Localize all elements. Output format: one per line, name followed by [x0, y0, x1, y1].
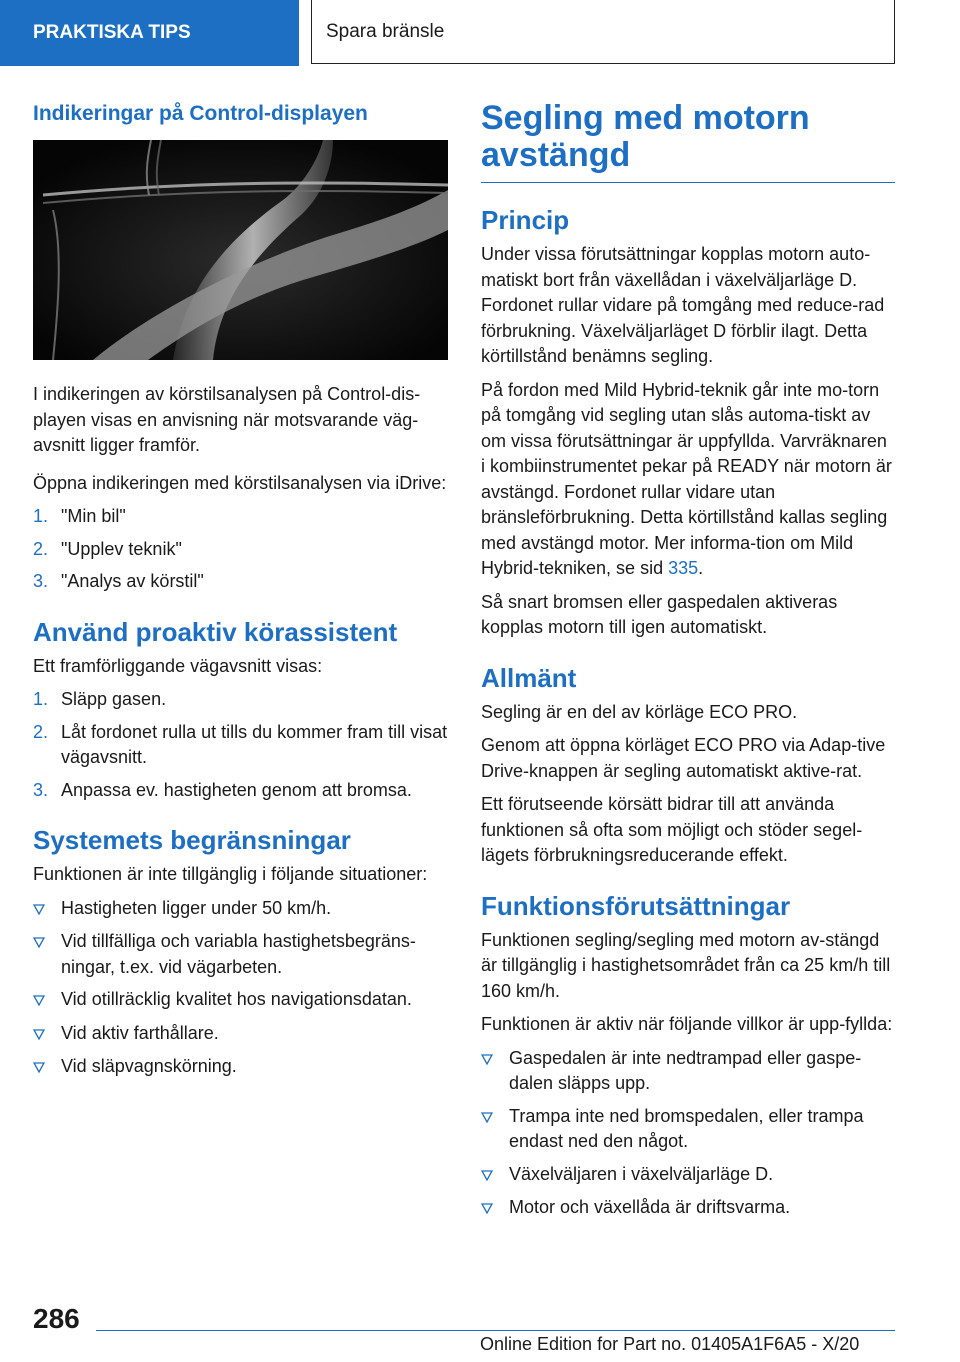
header-section-tab: PRAKTISKA TIPS: [0, 0, 299, 66]
right-column: [481, 100, 895, 1229]
paragraph-function-1: Funktionen segling/segling med motorn av-stängd är tillgänglig i hastighetsområdet från ca 25 km/h till 160 km/h.: [481, 929, 891, 1001]
paragraph-road-section: Ett framförliggande vägavsnitt visas:: [33, 655, 323, 676]
heading-system-limits: Systemets begränsningar: [33, 825, 351, 855]
chapter-heading-coasting: Segling med motorn avstängd: [481, 99, 810, 174]
heading-principle: Princip: [481, 205, 570, 235]
triangle-bullet-icon: [33, 936, 45, 948]
list-item: 1. Släpp gasen.: [33, 689, 167, 709]
triangle-bullet-icon: [33, 903, 45, 915]
list-item: Växelväljaren i växelväljarläge D.: [481, 1162, 895, 1189]
heading-rule: [481, 182, 895, 183]
list-item: Vid otillräcklig kvalitet hos navigationsdatan.: [33, 987, 448, 1014]
paragraph-general-1: Segling är en del av körläge ECO PRO.: [481, 701, 798, 722]
triangle-bullet-icon: [481, 1169, 493, 1181]
triangle-bullet-icon: [481, 1202, 493, 1214]
steps-list-proactive: [33, 687, 448, 803]
paragraph-general-3: Ett förutseende körsätt bidrar till att använda funktionen så ofta som möjligt och stöder segel-lägets förbrukningsreducerande effekt.: [481, 794, 863, 865]
list-item: Gaspedalen är inte nedtrampad eller gaspe-dalen släpps upp.: [481, 1046, 895, 1097]
page-number: 286: [33, 1303, 80, 1334]
list-item: 2. "Upplev teknik": [33, 538, 182, 559]
paragraph-limits-intro: Funktionen är inte tillgänglig i följande situationer:: [33, 864, 428, 884]
bullet-list-limits: [33, 896, 448, 1081]
heading-function-requirements: Funktionsförutsättningar: [481, 890, 791, 921]
paragraph-open-indication: Öppna indikeringen med körstilsanalysen via iDrive:: [33, 472, 447, 493]
paragraph-principle-2: På fordon med Mild Hybrid-teknik går inte mo-torn på tomgång vid segling utan slås automa-tiskt av om vissa förutsättningar är uppfyllda. Varvräknaren i kombiinstrumentet pekar på READY när motorn är avstängd. Fordonet rullar vidare utan bränsleförbrukning. Detta körtillstånd kallas segling med avstängd motor. Mer informa-tion om Mild Hybrid-tekniken, se sid 335.: [481, 379, 892, 578]
road-illustration: [33, 140, 448, 360]
paragraph-intro: I indikeringen av körstilsanalysen på Control-dis-playen visas en anvisning när motsvarande väg-avsnitt ligger framför.: [33, 384, 421, 455]
heading-proactive-assistant: Använd proaktiv körassistent: [33, 616, 398, 647]
triangle-bullet-icon: [481, 1111, 493, 1123]
paragraph-principle-1: Under vissa förutsättningar kopplas motorn auto-matiskt bort från växellådan i växelväljarläge D. Fordonet rullar vidare på tomgång med reduce-rad förbrukning. Växelväljarläget D förblir ilagt. Detta körtillstånd benämns segling.: [481, 244, 885, 366]
list-item: Vid aktiv farthållare.: [33, 1021, 448, 1048]
steps-list-idrive: [33, 504, 448, 595]
list-item: 3. Anpassa ev. hastigheten genom att bromsa.: [33, 779, 412, 800]
paragraph-general-2: Genom att öppna körläget ECO PRO via Adap-tive Drive-knappen är segling automatiskt aktive-rat.: [481, 735, 886, 781]
list-item: 3. "Analys av körstil": [33, 571, 204, 591]
list-item: Vid släpvagnskörning.: [33, 1054, 448, 1081]
list-item: Motor och växellåda är driftsvarma.: [481, 1195, 895, 1222]
footer-rule: [96, 1330, 895, 1331]
heading-control-display: Indikeringar på Control-displayen: [33, 102, 368, 125]
list-item: Vid tillfälliga och variabla hastighetsbegräns-ningar, t.ex. vid vägarbeten.: [33, 929, 448, 980]
list-item: 1. "Min bil": [33, 506, 126, 526]
triangle-bullet-icon: [481, 1053, 493, 1065]
left-column: [33, 100, 448, 1088]
heading-general: Allmänt: [481, 662, 577, 693]
bullet-list-conditions: [481, 1046, 895, 1222]
triangle-bullet-icon: [33, 1028, 45, 1040]
triangle-bullet-icon: [33, 994, 45, 1006]
paragraph-principle-3: Så snart bromsen eller gaspedalen aktiveras kopplas motorn till igen automatiskt.: [481, 591, 838, 637]
list-item: 2. Låt fordonet rulla ut tills du kommer fram till visat vägavsnitt.: [33, 721, 448, 767]
list-item: Hastigheten ligger under 50 km/h.: [33, 896, 448, 923]
page-reference-link[interactable]: 335: [668, 558, 699, 578]
paragraph-function-2: Funktionen är aktiv när följande villkor är upp-fyllda:: [481, 1014, 893, 1034]
triangle-bullet-icon: [33, 1061, 45, 1073]
header-chapter-title: Spara bränsle: [311, 0, 895, 64]
list-item: Trampa inte ned bromspedalen, eller trampa endast ned den något.: [481, 1104, 895, 1155]
footer-edition: Online Edition for Part no. 01405A1F6A5 - X/20: [480, 1334, 860, 1354]
